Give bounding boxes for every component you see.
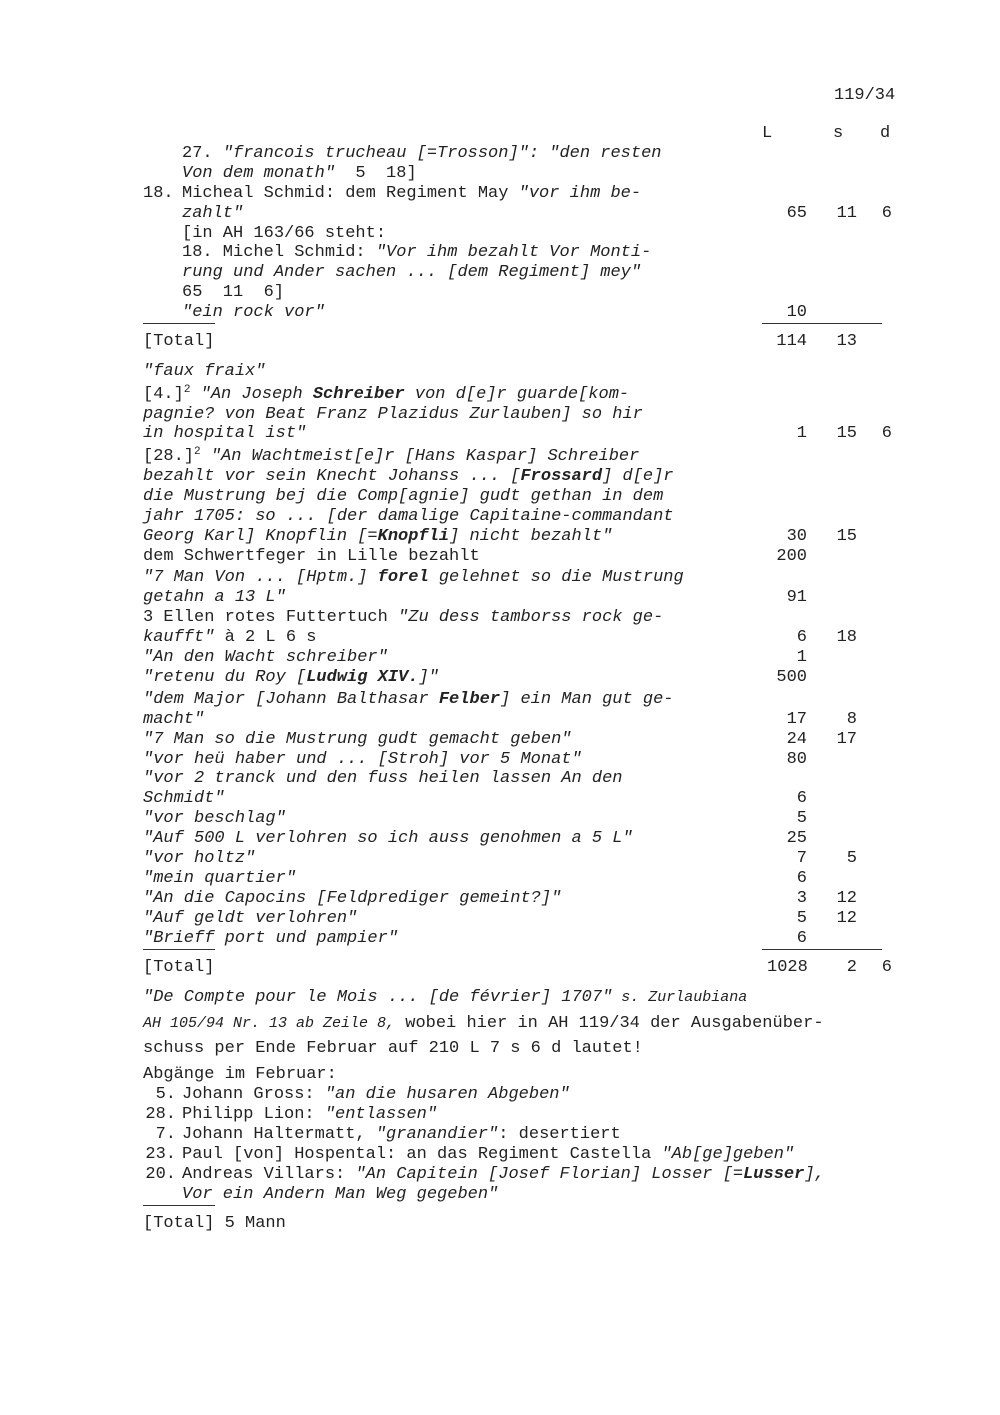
entry-line: "An die Capocins [Feldprediger gemeint?]": [143, 889, 562, 908]
amount-livres: 6: [796, 789, 807, 808]
entry-line: Johann Gross: "an die husaren Abgeben": [182, 1085, 570, 1104]
column-header-sols: s: [833, 124, 844, 143]
amount-sols: 5: [846, 849, 857, 868]
entry-line: 65 11 6]: [182, 283, 285, 302]
amount-livres: 17: [786, 710, 807, 729]
amount-livres: 65: [786, 204, 807, 223]
entry-number: 23.: [145, 1145, 176, 1164]
amount-livres: 5: [796, 809, 807, 828]
amount-livres: 200: [776, 547, 807, 566]
note-line: "De Compte pour le Mois ... [de février] 1707" s. Zurlaubiana: [143, 988, 748, 1007]
entry-line: "mein quartier": [143, 869, 297, 888]
entry-line: $[28.]^2$ "An Wachtmeist[e]r [Hans Kaspar] Schreiber: [143, 446, 640, 466]
entry-line: Philipp Lion: "entlassen": [182, 1105, 438, 1124]
amount-sols: 18: [836, 628, 857, 647]
amount-sols: 15: [836, 424, 857, 443]
entry-line: Schmidt": [143, 789, 225, 808]
entry-number: 7.: [155, 1125, 176, 1144]
amount-deniers: 6: [881, 204, 892, 223]
entry-line: die Mustrung bej die Comp[agnie] gudt gethan in dem: [143, 487, 664, 506]
entry-line: "Auf 500 L verlohren so ich auss genohmen a 5 L": [143, 829, 633, 848]
entry-number: 28.: [145, 1105, 176, 1124]
entry-line: "retenu du Roy [Ludwig XIV.]": [143, 668, 439, 687]
divider: [762, 949, 882, 950]
amount-sols: 17: [836, 730, 857, 749]
page-reference: 119/34: [834, 86, 896, 105]
entry-line: in hospital ist": [143, 424, 307, 443]
amount-livres: 3: [796, 889, 807, 908]
total-sols: 13: [836, 332, 857, 351]
entry-line: "7 Man so die Mustrung gudt gemacht geben": [143, 730, 572, 749]
total-line: [Total] 5 Mann: [143, 1214, 286, 1233]
entry-line: bezahlt vor sein Knecht Johanss ... [Frossard] d[e]r: [143, 467, 674, 486]
amount-livres: 500: [776, 668, 807, 687]
entry-line: zahlt": [182, 204, 244, 223]
entry-line: Vor ein Andern Man Weg gegeben": [182, 1185, 499, 1204]
entry-line: Johann Haltermatt, "granandier": desertiert: [182, 1125, 621, 1144]
departures-heading: Abgänge im Februar:: [143, 1065, 337, 1084]
amount-livres: 6: [796, 869, 807, 888]
amount-livres: 10: [786, 303, 807, 322]
amount-sols: 12: [836, 909, 857, 928]
amount-livres: 6: [796, 628, 807, 647]
amount-livres: 24: [786, 730, 807, 749]
amount-livres: 30: [786, 527, 807, 546]
amount-livres: 1: [796, 424, 807, 443]
entry-line: jahr 1705: so ... [der damalige Capitaine-commandant: [143, 507, 674, 526]
total-label: [Total]: [143, 958, 215, 977]
entry-number: 5.: [155, 1085, 176, 1104]
entry-line: "vor heü haber und ... [Stroh] vor 5 Monat": [143, 750, 582, 769]
entry-line: macht": [143, 710, 205, 729]
entry-line: $[4.]^2$ "An Joseph Schreiber von d[e]r guarde[kom-: [143, 384, 630, 404]
entry-line: "vor holtz": [143, 849, 256, 868]
entry-line: "Auf geldt verlohren": [143, 909, 358, 928]
entry-number: 18.: [143, 184, 174, 203]
note-line: schuss per Ende Februar auf 210 L 7 s 6 d lautet!: [143, 1039, 643, 1058]
entry-line: "Brieff port und pampier": [143, 929, 399, 948]
amount-deniers: 6: [881, 424, 892, 443]
entry-line: 3 Ellen rotes Futtertuch "Zu dess tamborss rock ge-: [143, 608, 664, 627]
entry-line: pagnie? von Beat Franz Plazidus Zurlauben] so hir: [143, 405, 643, 424]
divider: [143, 1205, 215, 1206]
entry-line: dem Schwertfeger in Lille bezahlt: [143, 547, 480, 566]
amount-livres: 1: [796, 648, 807, 667]
amount-livres: 6: [796, 929, 807, 948]
entry-line: "dem Major [Johann Balthasar Felber] ein Man gut ge-: [143, 690, 674, 709]
amount-livres: 80: [786, 750, 807, 769]
entry-line: [in AH 163/66 steht:: [182, 224, 387, 243]
entry-line: rung und Ander sachen ... [dem Regiment] mey": [182, 263, 642, 282]
entry-line: Micheal Schmid: dem Regiment May "vor ihm be-: [182, 184, 642, 203]
total-deniers: 6: [881, 958, 892, 977]
amount-sols: 15: [836, 527, 857, 546]
entry-line: getahn a 13 L": [143, 588, 286, 607]
entry-line: "vor 2 tranck und den fuss heilen lassen An den: [143, 769, 623, 788]
entry-line: 18. Michel Schmid: "Vor ihm bezahlt Vor Monti-: [182, 243, 652, 262]
entry-line: Von dem monath" 5 18]: [182, 164, 417, 183]
entry-line: Georg Karl] Knopflin [=Knopfli] nicht bezahlt": [143, 527, 613, 546]
entry-line: 27. "francois trucheau [=Trosson]": "den resten: [182, 144, 662, 163]
total-sols: 2: [846, 958, 857, 977]
total-livres: 114: [776, 332, 807, 351]
amount-sols: 8: [846, 710, 857, 729]
amount-livres: 25: [786, 829, 807, 848]
amount-livres: 7: [796, 849, 807, 868]
entry-number: 20.: [145, 1165, 176, 1184]
divider: [143, 949, 215, 950]
total-label: [Total]: [143, 332, 215, 351]
note-line: AH 105/94 Nr. 13 ab Zeile 8, wobei hier in AH 119/34 der Ausgabenüber-: [143, 1014, 824, 1033]
entry-line: kaufft" à 2 L 6 s: [143, 628, 317, 647]
amount-sols: 12: [836, 889, 857, 908]
amount-livres: 91: [786, 588, 807, 607]
divider: [762, 323, 882, 324]
total-livres: 1028: [767, 958, 808, 977]
column-header-livres: L: [762, 124, 773, 143]
amount-livres: 5: [796, 909, 807, 928]
divider: [143, 323, 215, 324]
entry-line: "An den Wacht schreiber": [143, 648, 388, 667]
entry-line: Paul [von] Hospental: an das Regiment Castella "Ab[ge]geben": [182, 1145, 795, 1164]
entry-line: "ein rock vor": [182, 303, 325, 322]
entry-line: Andreas Villars: "An Capitein [Josef Florian] Losser [=Lusser],: [182, 1165, 825, 1184]
entry-line: "7 Man Von ... [Hptm.] forel gelehnet so die Mustrung: [143, 568, 684, 587]
entry-line: "vor beschlag": [143, 809, 286, 828]
amount-sols: 11: [836, 204, 857, 223]
column-header-deniers: d: [880, 124, 891, 143]
section-heading: "faux fraix": [143, 362, 266, 381]
